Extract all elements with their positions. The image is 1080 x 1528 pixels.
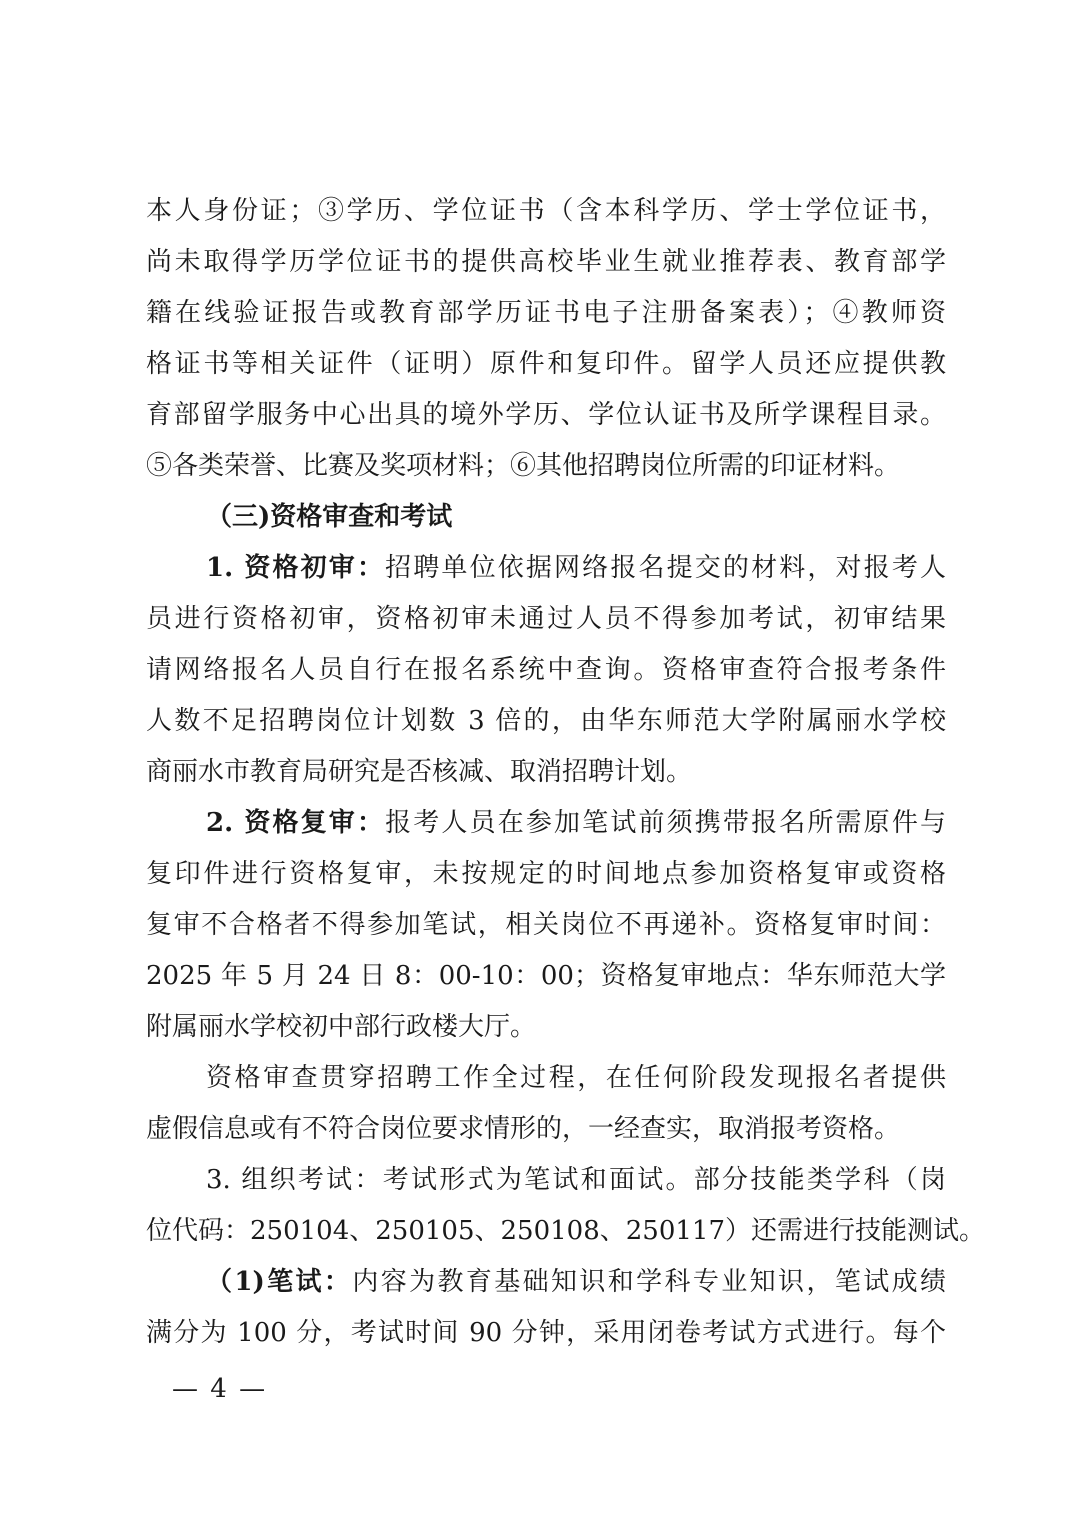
text-line: 资格审查贯穿招聘工作全过程，在任何阶段发现报名者提供	[206, 1063, 946, 1093]
item-2-first-line	[146, 798, 946, 849]
text-line: 虚假信息或有不符合岗位要求情形的，一经查实，取消报考资格。	[146, 1114, 901, 1144]
text-line: 位代码：250104、250105、250108、250117）还需进行技能测试。	[146, 1216, 986, 1246]
item-3-paragraph	[146, 1155, 986, 1257]
page-body	[146, 186, 986, 1359]
review-paragraph	[146, 1053, 946, 1155]
item-2-paragraph	[146, 798, 946, 1053]
item-3-first-line: 3. 组织考试：考试形式为笔试和面试。部分技能类学科（岗	[206, 1165, 946, 1195]
text-line: 复审不合格者不得参加笔试，相关岗位不再递补。资格复审时间：	[146, 910, 946, 940]
section-heading: （三)资格审查和考试	[206, 502, 453, 532]
item-3-1-first-line-text: 内容为教育基础知识和学科专业知识，笔试成绩	[352, 1267, 946, 1297]
text-line: 请网络报名人员自行在报名系统中查询。资格审查符合报考条件	[146, 655, 946, 685]
text-line: 商丽水市教育局研究是否核减、取消招聘计划。	[146, 757, 693, 787]
item-2-label: 2. 资格复审：	[206, 808, 386, 838]
text-line: ⑤各类荣誉、比赛及奖项材料；⑥其他招聘岗位所需的印证材料。	[146, 451, 901, 481]
text-line: 员进行资格初审，资格初审未通过人员不得参加考试，初审结果	[146, 604, 946, 634]
text-line: 人数不足招聘岗位计划数 3 倍的，由华东师范大学附属丽水学校	[146, 706, 946, 736]
item-1-first-line	[146, 543, 946, 594]
item-3-1-paragraph	[146, 1257, 946, 1359]
text-line: 复印件进行资格复审，未按规定的时间地点参加资格复审或资格	[146, 859, 946, 889]
text-line: 2025 年 5 月 24 日 8：00-10：00；资格复审地点：华东师范大学	[146, 961, 946, 991]
text-line: 育部留学服务中心出具的境外学历、学位认证书及所学课程目录。	[146, 400, 946, 430]
item-3-1-first-line	[146, 1257, 946, 1308]
text-line: 籍在线验证报告或教育部学历证书电子注册备案表）；④教师资	[146, 298, 946, 328]
item-1-first-line-text: 招聘单位依据网络报名提交的材料，对报考人	[385, 553, 946, 583]
text-line: 本人身份证；③学历、学位证书（含本科学历、学士学位证书，	[146, 196, 946, 226]
item-1-label: 1. 资格初审：	[206, 553, 386, 583]
text-line: 尚未取得学历学位证书的提供高校毕业生就业推荐表、教育部学	[146, 247, 946, 277]
item-1-paragraph	[146, 543, 946, 798]
text-line: 格证书等相关证件（证明）原件和复印件。留学人员还应提供教	[146, 349, 946, 379]
materials-paragraph	[146, 186, 946, 492]
text-line: 满分为 100 分，考试时间 90 分钟，采用闭卷考试方式进行。每个	[146, 1318, 946, 1348]
page-number: — 4 —	[172, 1374, 268, 1404]
text-line: 附属丽水学校初中部行政楼大厅。	[146, 1012, 537, 1042]
item-2-first-line-text: 报考人员在参加笔试前须携带报名所需原件与	[385, 808, 946, 838]
item-3-1-label: （1)笔试：	[206, 1267, 353, 1297]
